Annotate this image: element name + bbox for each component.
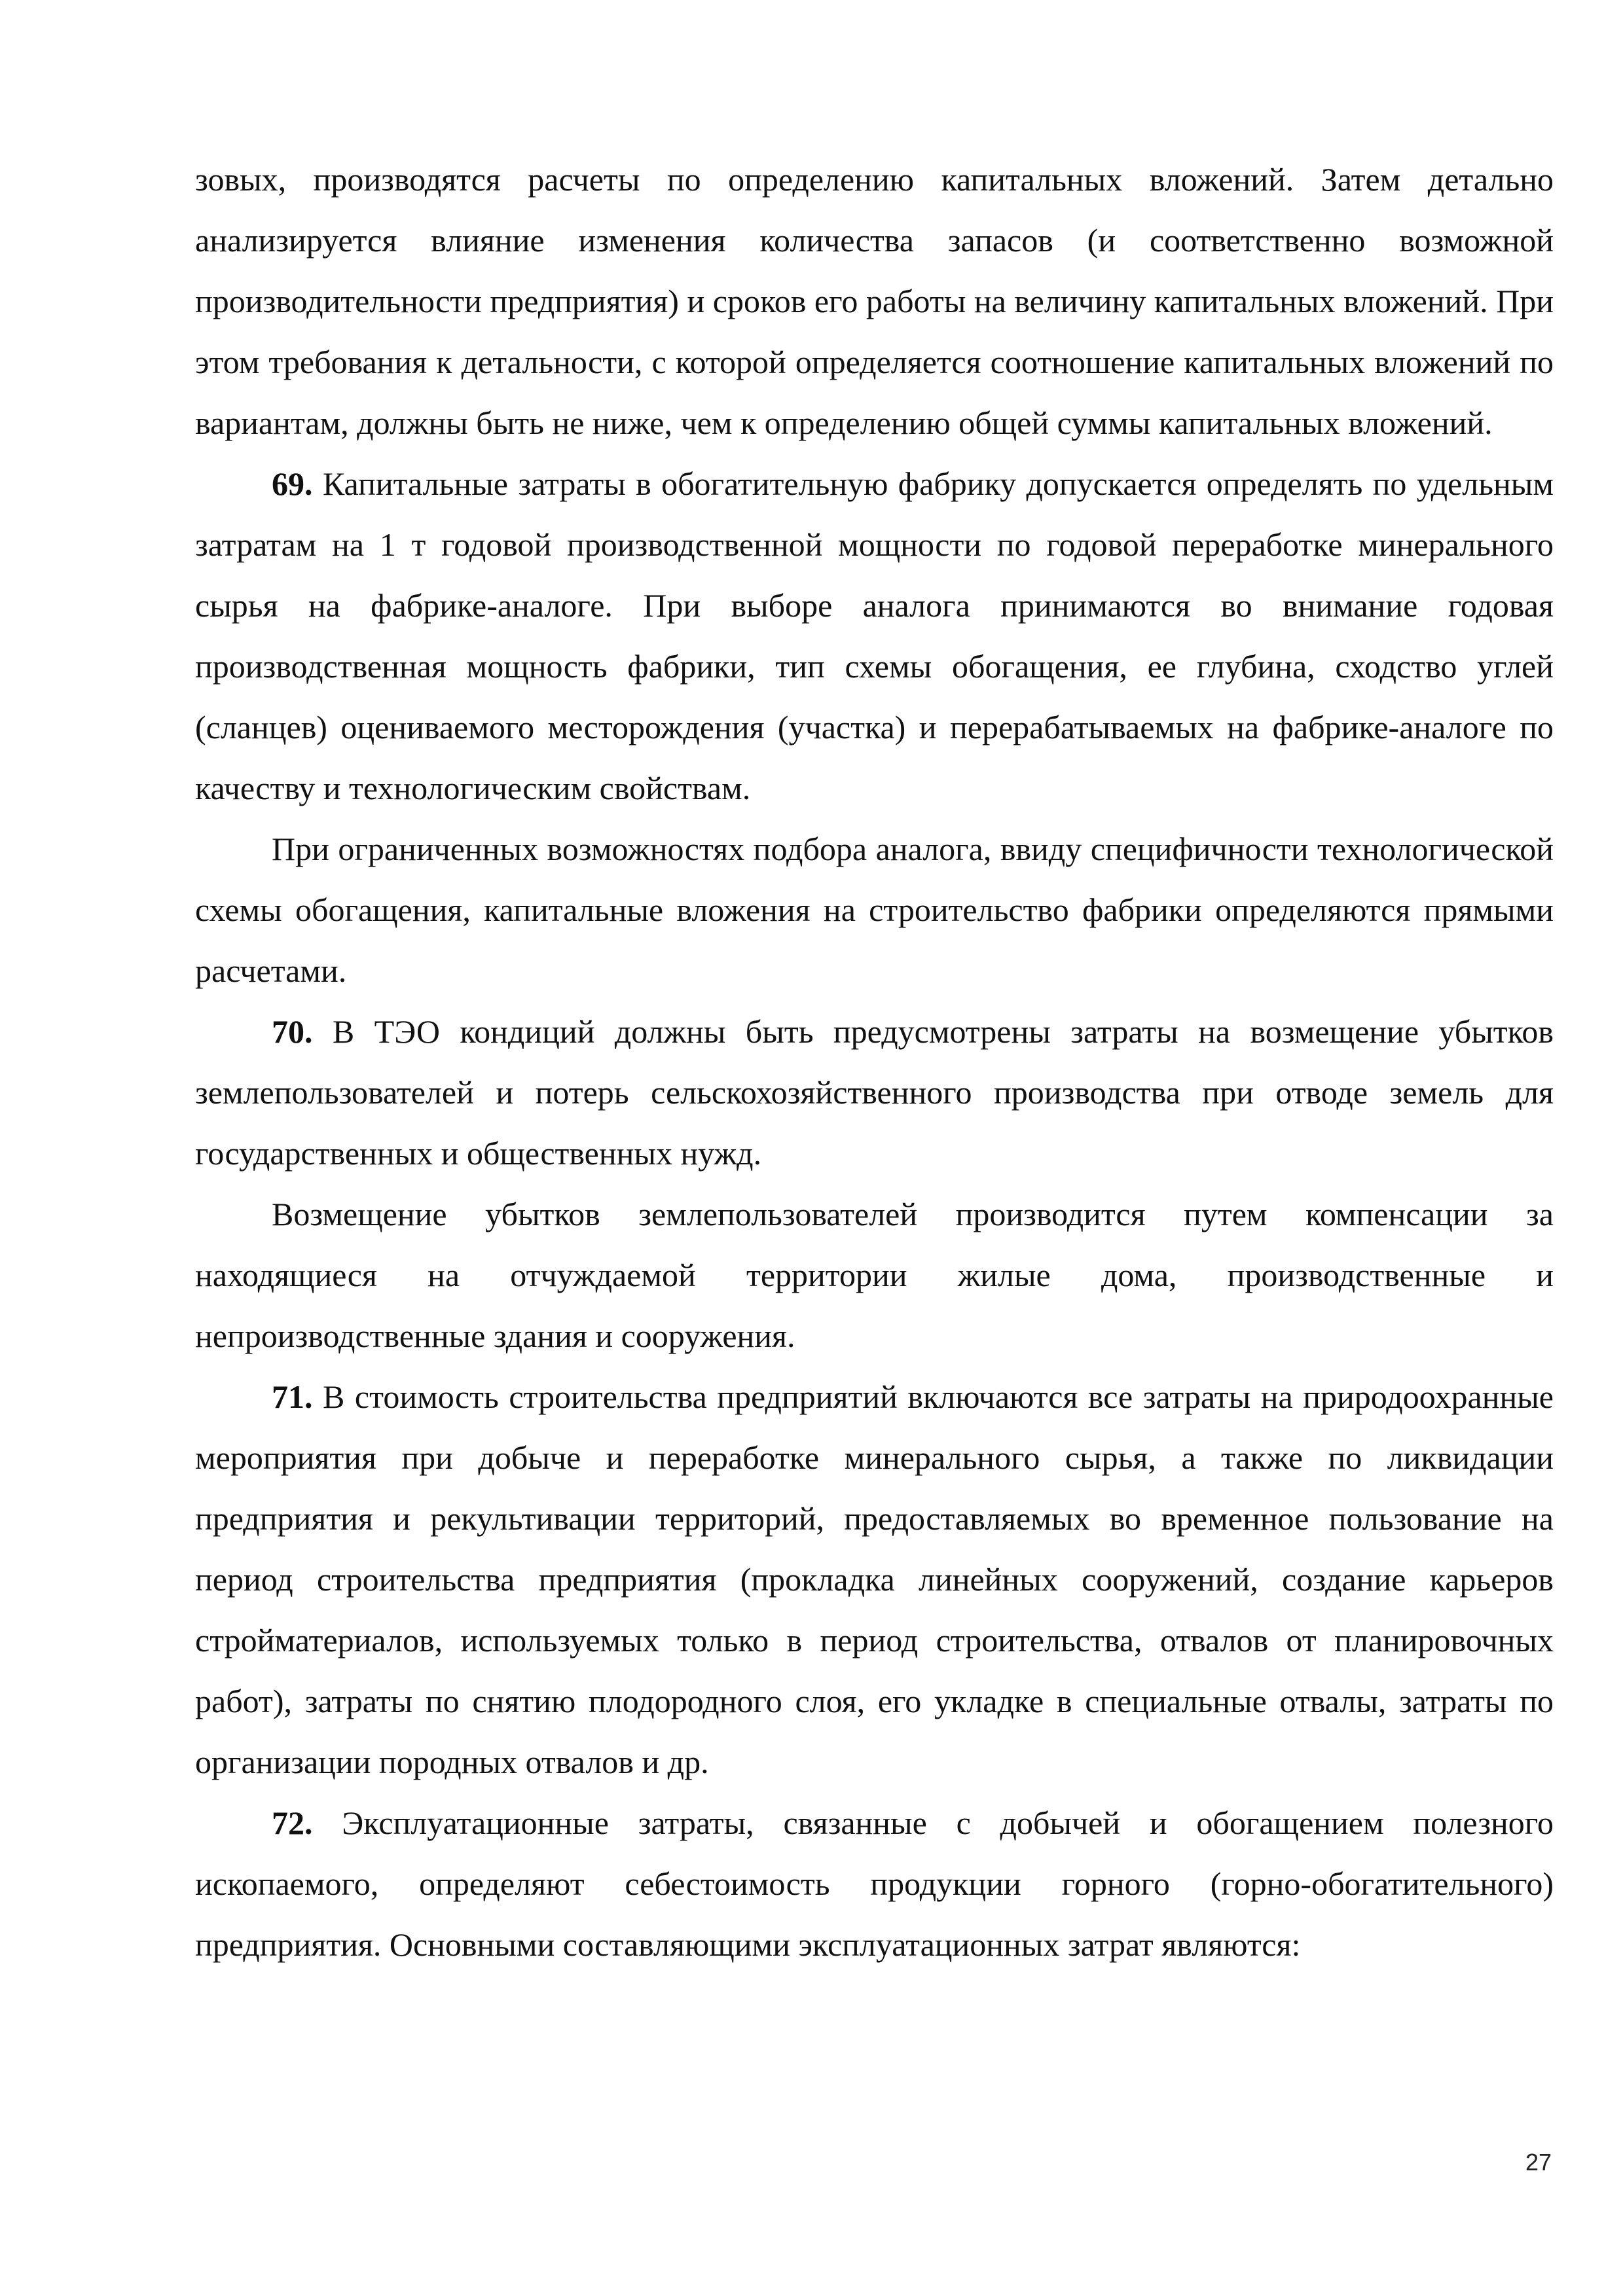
paragraph-text: зовых, производятся расчеты по определению капитальных вложений. Затем детально анализируется влияние изменения количества запасов (и соответственно возможной производительности предприятия) и сроков его работы на величину капитальных вложений. При этом требования к детальности, с которой определяется соотношение капитальных вложений по вариантам, должны быть не ниже, чем к определению общей суммы капитальных вложений. <box>195 161 1554 441</box>
paragraph-text: Возмещение убытков землепользователей производится путем компенсации за находящиеся на отчуждаемой территории жилые дома, производственные и непроизводственные здания и сооружения. <box>195 1196 1554 1354</box>
paragraph-number: 72. <box>272 1804 313 1841</box>
paragraph-72 <box>195 1793 1554 1975</box>
paragraph-text: Эксплуатационные затраты, связанные с добычей и обогащением полезного ископаемого, определяют себестоимость продукции горного (горно-обогатительного) предприятия. Основными составляющими эксплуатационных затрат являются: <box>195 1804 1554 1963</box>
paragraph-number: 71. <box>272 1378 313 1415</box>
paragraph-70 <box>195 1001 1554 1184</box>
paragraph-text: В ТЭО кондиций должны быть предусмотрены затраты на возмещение убытков землепользователей и потерь сельскохозяйственного производства при отводе земель для государственных и общественных нужд. <box>195 1013 1554 1172</box>
paragraph-text: При ограниченных возможностях подбора аналога, ввиду специфичности технологической схемы обогащения, капитальные вложения на строительство фабрики определяются прямыми расчетами. <box>195 831 1554 989</box>
paragraph-69 <box>195 454 1554 819</box>
paragraph-71 <box>195 1367 1554 1793</box>
paragraph-number: 70. <box>272 1013 313 1050</box>
paragraph-continuation <box>195 149 1554 454</box>
paragraph-text: В стоимость строительства предприятий включаются все затраты на природоохранные мероприятия при добыче и переработке минерального сырья, а также по ликвидации предприятия и рекультивации территорий, предоставляемых во временное пользование на период строительства предприятия (прокладка линейных сооружений, создание карьеров стройматериалов, используемых только в период строительства, отвалов от планировочных работ), затраты по снятию плодородного слоя, его укладке в специальные отвалы, затраты по организации породных отвалов и др. <box>195 1378 1554 1780</box>
paragraph-number: 69. <box>272 465 313 502</box>
paragraph-69-cont <box>195 819 1554 1001</box>
page-number: 27 <box>1525 2149 1552 2176</box>
paragraph-70-cont <box>195 1184 1554 1367</box>
page-body <box>195 149 1554 1975</box>
paragraph-text: Капитальные затраты в обогатительную фабрику допускается определять по удельным затратам на 1 т годовой производственной мощности по годовой переработке минерального сырья на фабрике-аналоге. При выборе аналога принимаются во внимание годовая производственная мощность фабрики, тип схемы обогащения, ее глубина, сходство углей (сланцев) оцениваемого месторождения (участка) и перерабатываемых на фабрике-аналоге по качеству и технологическим свойствам. <box>195 465 1554 806</box>
